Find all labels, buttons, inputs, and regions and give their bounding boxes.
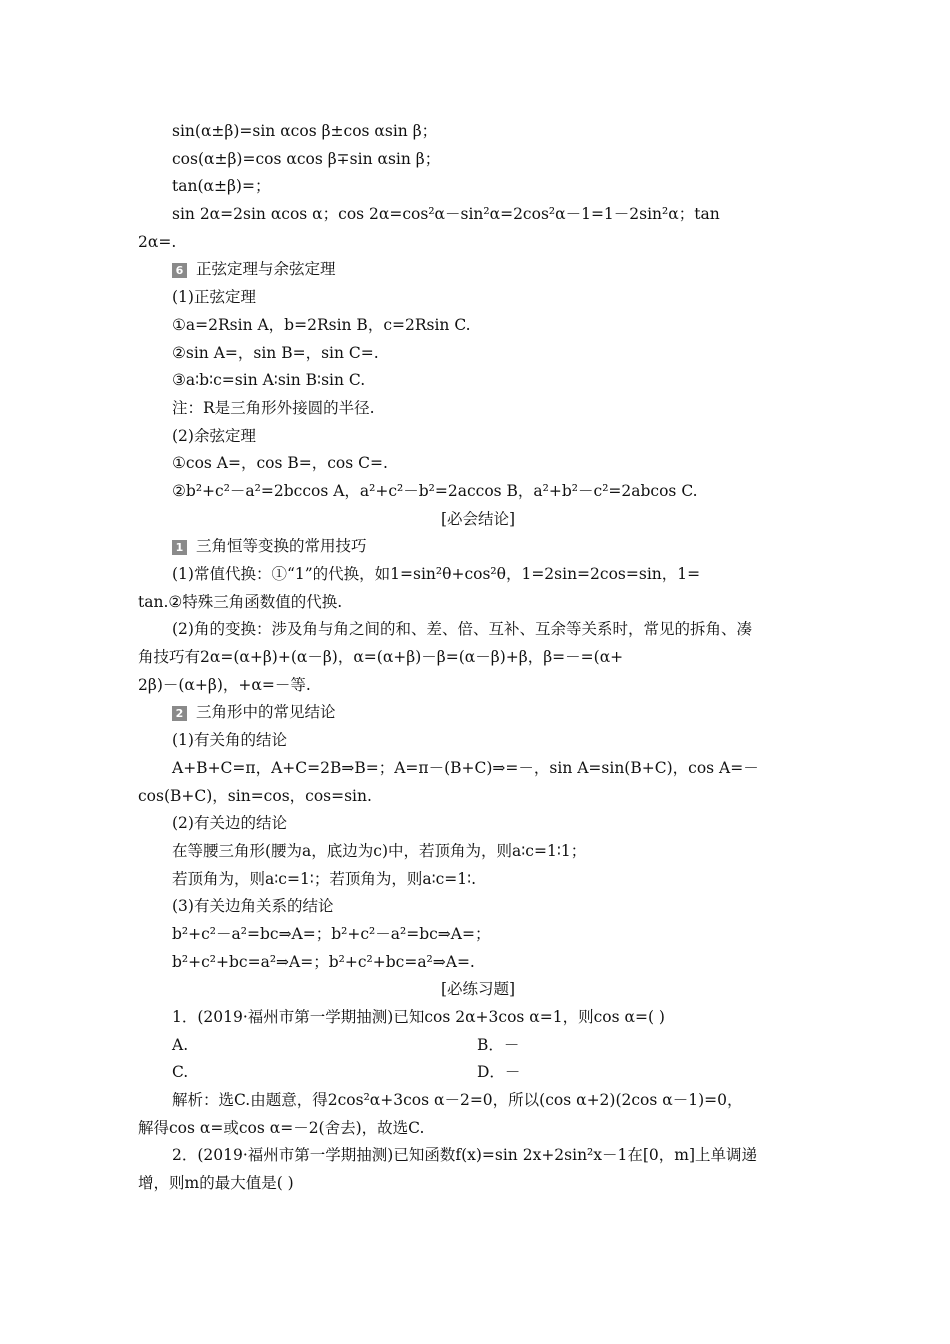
question-2-stem-1: 2．(2019·福州市第一学期抽测)已知函数f(x)=sin 2x+2sin²x－1在[0，m]上单调递	[172, 1146, 758, 1165]
technique-constant-line-2: tan.②特殊三角函数值的代换.	[138, 592, 343, 611]
section-1-badge: 1	[172, 540, 187, 555]
sine-law-2: ②sin A=，sin B=，sin C=.	[172, 343, 379, 362]
question-1-options-row-2	[138, 1059, 818, 1087]
cosine-law-subtitle: (2)余弦定理	[172, 426, 256, 445]
question-1-analysis-1: 解析：选C.由题意，得2cos²α+3cos α－2=0，所以(cos α+2)(2cos α－1)=0，	[172, 1091, 743, 1110]
section-6-heading	[138, 256, 818, 284]
section-6-badge: 6	[172, 263, 187, 278]
side-angle-line-1: b²+c²－a²=bc⇒A=；b²+c²－a²=bc⇒A=；	[172, 924, 491, 943]
formula-sum-sin: sin(α±β)=sin αcos β±cos αsin β；	[172, 122, 438, 140]
cosine-law-1: ①cos A=，cos B=，cos C=.	[172, 454, 388, 473]
question-1-analysis-2: 解得cos α=或cos α=－2(舍去)，故选C.	[138, 1118, 425, 1137]
angle-conclusion-subtitle: (1)有关角的结论	[172, 731, 287, 750]
section-6-title: 正弦定理与余弦定理	[196, 260, 336, 279]
exercises-heading: [必练习题]	[440, 980, 516, 999]
formula-sum-cos: cos(α±β)=cos αcos β∓sin αsin β；	[172, 149, 441, 168]
conclusions-heading: [必会结论]	[440, 509, 516, 528]
side-conclusion-line-1: 在等腰三角形(腰为a，底边为c)中，若顶角为，则a∶c=1∶1；	[172, 841, 587, 860]
section-2-heading	[138, 699, 818, 727]
formula-sum-tan: tan(α±β)=；	[172, 177, 271, 196]
option-c: C.	[172, 1063, 189, 1082]
sine-law-note: 注：R是三角形外接圆的半径.	[172, 398, 375, 417]
question-2-stem-2: 增，则m的最大值是( )	[138, 1174, 294, 1193]
section-1-heading	[138, 533, 818, 561]
technique-constant-line-1: (1)常值代换：①“1”的代换，如1=sin²θ+cos²θ，1=2sin=2cos=sin，1=	[172, 565, 701, 583]
technique-angle-line-1: (2)角的变换：涉及角与角之间的和、差、倍、互补、互余等关系时，常见的拆角、凑	[172, 620, 752, 639]
angle-conclusion-line-2: cos(B+C)，sin=cos，cos=sin.	[138, 786, 372, 805]
side-angle-line-2: b²+c²+bc=a²⇒A=；b²+c²+bc=a²⇒A=.	[172, 952, 475, 971]
angle-conclusion-line-1: A+B+C=π，A+C=2B⇒B=；A=π－(B+C)⇒=－，sin A=sin(B+C)，cos A=－	[172, 758, 759, 777]
section-1-title: 三角恒等变换的常用技巧	[196, 537, 367, 556]
sine-law-1: ①a=2Rsin A，b=2Rsin B，c=2Rsin C.	[172, 315, 471, 334]
question-1-options-row-1	[138, 1032, 818, 1060]
sine-law-subtitle: (1)正弦定理	[172, 288, 256, 307]
side-conclusion-line-2: 若顶角为，则a∶c=1∶；若顶角为，则a∶c=1∶.	[172, 869, 477, 888]
option-a: A.	[172, 1035, 189, 1054]
section-2-badge: 2	[172, 706, 187, 721]
sine-law-3: ③a∶b∶c=sin A∶sin B∶sin C.	[172, 371, 366, 390]
section-2-title: 三角形中的常见结论	[196, 703, 336, 722]
technique-angle-line-2: 角技巧有2α=(α+β)+(α－β)，α=(α+β)－β=(α－β)+β，β=－=(α+	[138, 648, 624, 667]
cosine-law-2: ②b²+c²－a²=2bccos A，a²+c²－b²=2accos B，a²+b²－c²=2abcos C.	[172, 481, 698, 500]
side-conclusion-subtitle: (2)有关边的结论	[172, 814, 287, 833]
technique-angle-line-3: 2β)－(α+β)，+α=－等.	[138, 675, 311, 694]
formula-double-angle: sin 2α=2sin αcos α；cos 2α=cos²α－sin²α=2cos²α－1=1－2sin²α；tan	[172, 205, 720, 224]
option-b: B．－	[477, 1035, 520, 1054]
formula-double-angle-cont: 2α=.	[138, 232, 177, 251]
side-angle-subtitle: (3)有关边角关系的结论	[172, 897, 334, 916]
question-1-stem: 1．(2019·福州市第一学期抽测)已知cos 2α+3cos α=1，则cos α=( )	[172, 1008, 665, 1026]
document-page	[138, 118, 818, 1198]
option-d: D．－	[477, 1063, 521, 1082]
